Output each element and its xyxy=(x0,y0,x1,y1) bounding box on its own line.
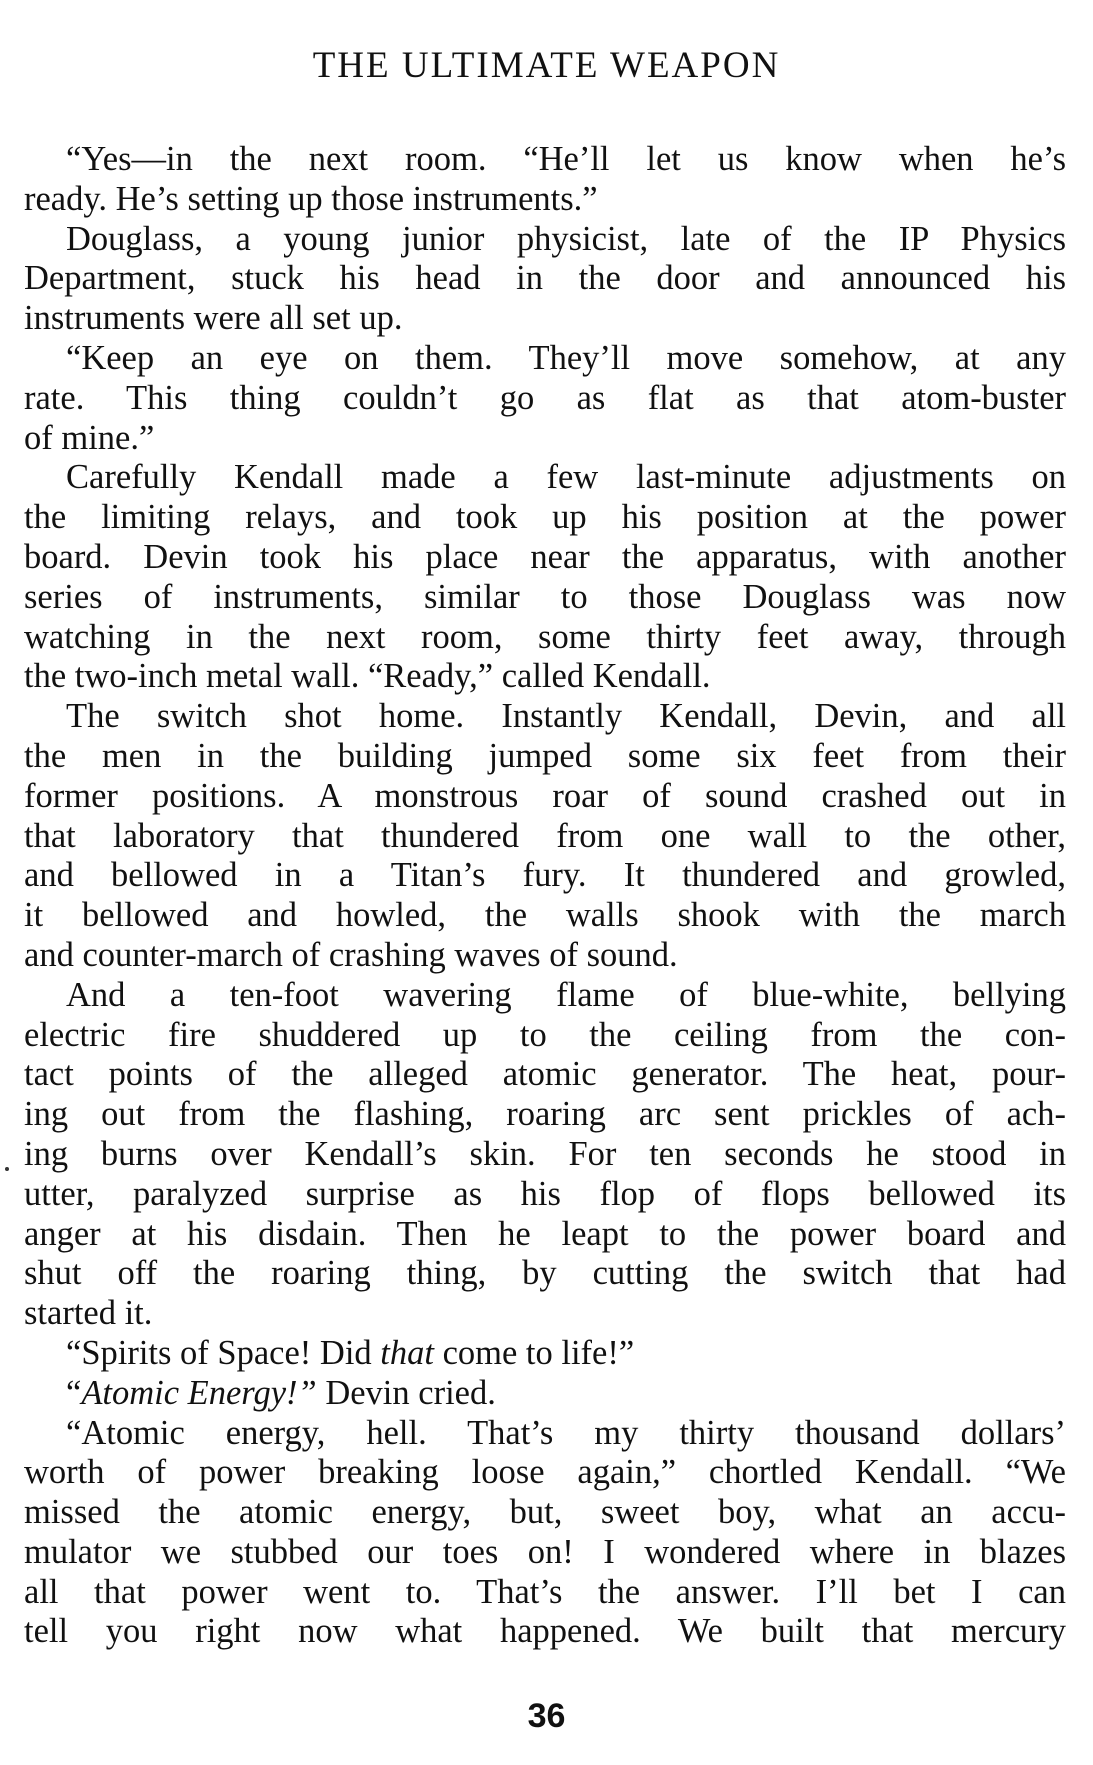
text-line: utter, paralyzed surprise as his flop of flops bellowed its xyxy=(24,1174,1066,1213)
text-run: “Spirits of Space! Did xyxy=(66,1333,381,1372)
text-line: ready. He’s setting up those instruments.” xyxy=(24,179,598,218)
text-line: the men in the building jumped some six feet from their xyxy=(24,736,1066,775)
text-line xyxy=(24,1374,1066,1414)
text-line: Carefully Kendall made a few last-minute adjustments on xyxy=(66,458,1066,497)
text-line: And a ten-foot wavering flame of blue-white, bellying xyxy=(66,975,1066,1014)
text-line: “Keep an eye on them. They’ll move somehow, at any xyxy=(66,338,1066,377)
text-line: ing out from the flashing, roaring arc sent prickles of ach- xyxy=(24,1095,1066,1134)
running-head: THE ULTIMATE WEAPON xyxy=(312,45,781,86)
text-line: the two-inch metal wall. “Ready,” called Kendall. xyxy=(24,657,711,696)
text-line: of mine.” xyxy=(24,418,155,457)
text-line: anger at his disdain. Then he leapt to the power board and xyxy=(24,1214,1066,1253)
text-line: Douglass, a young junior physicist, late of the IP Physics xyxy=(66,219,1066,258)
text-line: shut off the roaring thing, by cutting the switch that had xyxy=(24,1254,1066,1293)
text-line: and bellowed in a Titan’s fury. It thundered and growled, xyxy=(24,856,1066,895)
body-text xyxy=(24,140,1066,1652)
text-line: electric fire shuddered up to the ceiling from the con- xyxy=(24,1015,1066,1054)
text-line: mulator we stubbed our toes on! I wondered where in blazes xyxy=(24,1532,1066,1571)
text-line: rate. This thing couldn’t go as flat as that atom-buster xyxy=(24,378,1066,417)
text-line: ing burns over Kendall’s skin. For ten seconds he stood in xyxy=(24,1134,1066,1173)
text-line: “Yes—in the next room. “He’ll let us know when he’s xyxy=(66,140,1066,178)
text-run: “ xyxy=(66,1373,82,1412)
text-line: tell you right now what happened. We built that mercury xyxy=(24,1612,1066,1651)
text-line: missed the atomic energy, but, sweet boy, what an accu- xyxy=(24,1493,1066,1532)
text-line: and counter-march of crashing waves of sound. xyxy=(24,935,678,974)
text-line: tact points of the alleged atomic generator. The heat, pour- xyxy=(24,1055,1066,1094)
text-line: started it. xyxy=(24,1294,153,1333)
text-line: board. Devin took his place near the apparatus, with another xyxy=(24,537,1066,576)
margin-mark xyxy=(5,1167,9,1171)
text-line: worth of power breaking loose again,” chortled Kendall. “We xyxy=(24,1453,1066,1492)
text-line: it bellowed and howled, the walls shook with the march xyxy=(24,896,1066,935)
text-line: all that power went to. That’s the answer. I’ll bet I can xyxy=(24,1572,1066,1611)
text-line: series of instruments, similar to those Douglass was now xyxy=(24,577,1066,616)
text-line: Department, stuck his head in the door and announced his xyxy=(24,259,1066,298)
text-line: “Atomic energy, hell. That’s my thirty thousand dollars’ xyxy=(66,1413,1066,1452)
text-line: The switch shot home. Instantly Kendall, Devin, and all xyxy=(66,697,1066,736)
text-line xyxy=(24,1334,1066,1374)
text-run: Devin cried. xyxy=(316,1373,496,1412)
text-line: the limiting relays, and took up his position at the power xyxy=(24,498,1066,537)
italic-run: that xyxy=(380,1333,434,1372)
text-line: instruments were all set up. xyxy=(24,299,403,338)
text-line: that laboratory that thundered from one wall to the other, xyxy=(24,816,1066,855)
text-line: former positions. A monstrous roar of sound crashed out in xyxy=(24,776,1066,815)
page-number: 36 xyxy=(527,1697,566,1735)
italic-run: Atomic Energy!” xyxy=(81,1373,317,1412)
text-line: watching in the next room, some thirty feet away, through xyxy=(24,617,1066,656)
text-run: come to life!” xyxy=(433,1333,635,1372)
